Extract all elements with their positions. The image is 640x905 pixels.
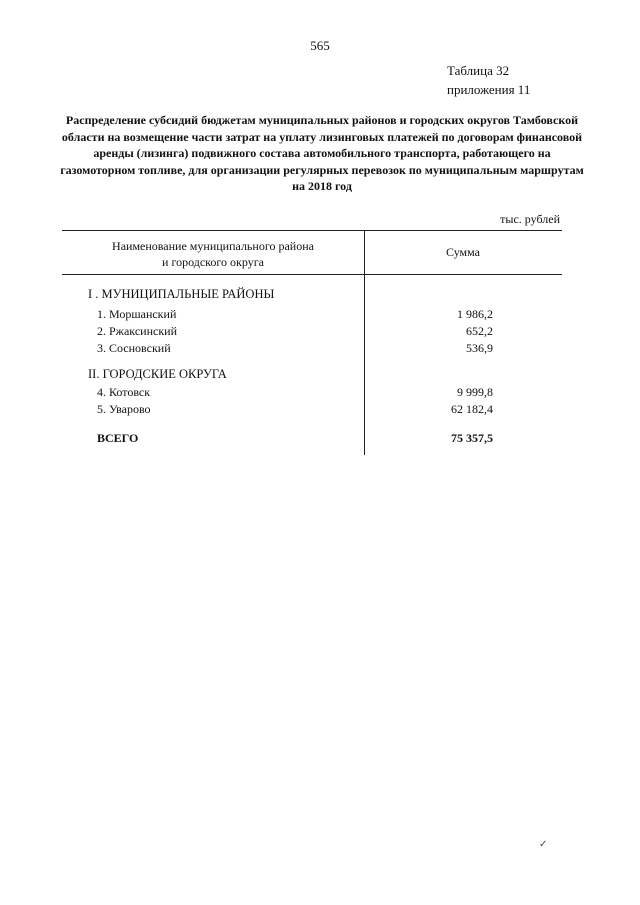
- table-ref-line2: приложения 11: [447, 82, 531, 97]
- table-row-value: 1 986,2: [457, 307, 493, 321]
- corner-check-mark: ✓: [539, 839, 548, 850]
- units-label: тыс. рублей: [500, 212, 560, 226]
- column-header-name-line1: Наименование муниципального района: [112, 239, 314, 253]
- table-row-value: 62 182,4: [451, 402, 493, 416]
- table-row-value: 536,9: [466, 341, 493, 355]
- total-label: ВСЕГО: [97, 431, 139, 445]
- document-title: Распределение субсидий бюджетам муниципальных районов и городских округов Тамбовской области на возмещение части затрат на уплату лизинговых платежей по договорам финансовой аренды (лизинга) подвижного состава автомобильного транспорта, работающего на газомоторном топливе, для организации регулярных перевозок по муниципальным маршрутам на 2018 год: [60, 113, 584, 193]
- column-header-sum: Сумма: [446, 245, 480, 259]
- table-row-name: 3. Сосновский: [97, 341, 171, 355]
- table-ref-line1: Таблица 32: [447, 63, 510, 78]
- table-column-divider: [364, 230, 365, 455]
- section-city-districts: II. ГОРОДСКИЕ ОКРУГА: [88, 367, 227, 381]
- table-row-name: 2. Ржаксинский: [97, 324, 177, 338]
- column-header-name: [62, 238, 364, 270]
- table-header-border: [62, 274, 562, 275]
- table-top-border: [62, 230, 562, 231]
- table-row-name: 4. Котовск: [97, 385, 151, 399]
- table-row-value: 652,2: [466, 324, 493, 338]
- page-number: 565: [310, 38, 330, 53]
- section-municipal-districts: I . МУНИЦИПАЛЬНЫЕ РАЙОНЫ: [88, 287, 275, 301]
- table-row-name: 5. Уварово: [97, 402, 151, 416]
- column-header-name-line2: и городского округа: [162, 255, 264, 269]
- table-row-value: 9 999,8: [457, 385, 493, 399]
- total-value: 75 357,5: [451, 431, 493, 445]
- table-row-name: 1. Моршанский: [97, 307, 177, 321]
